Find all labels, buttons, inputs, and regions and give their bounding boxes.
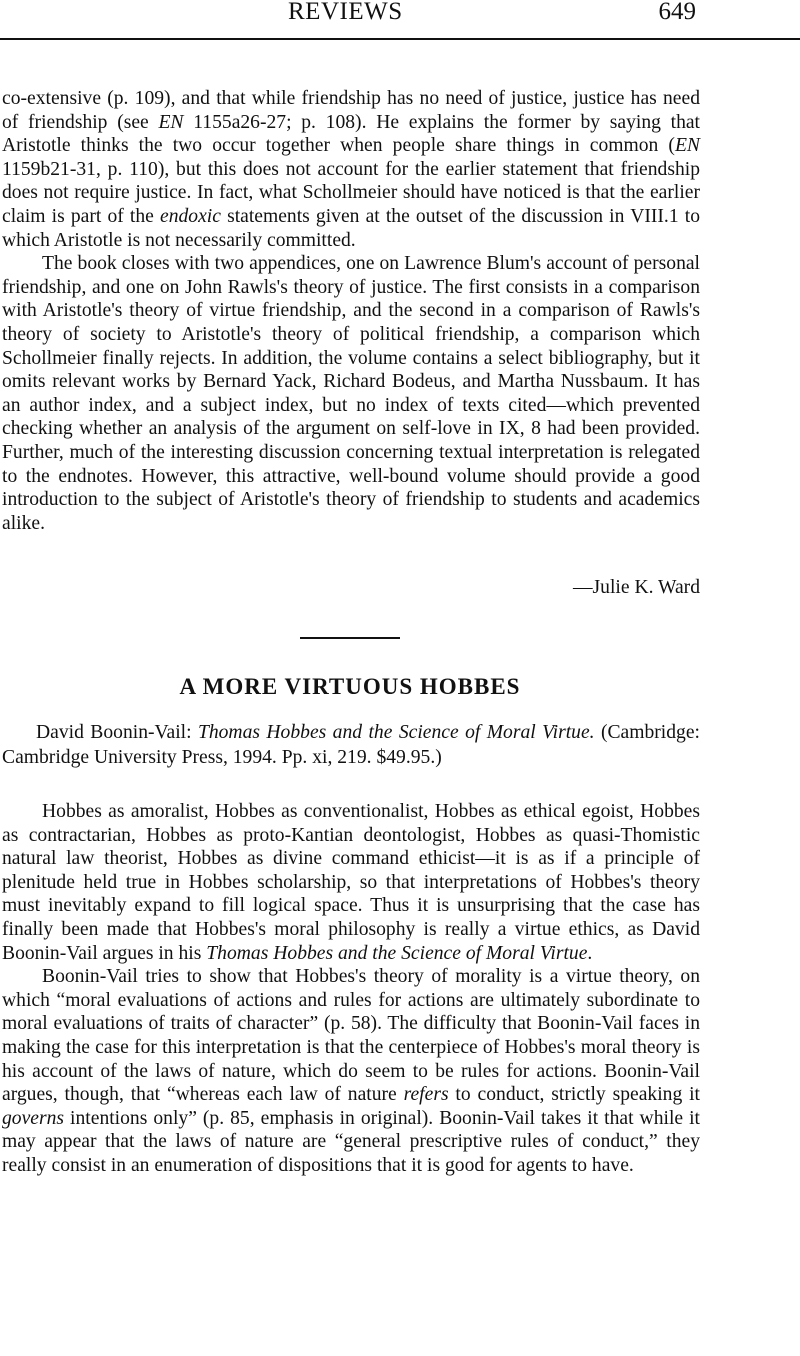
paragraph: co-extensive (p. 109), and that while friendship has no need of justice, justice has need of friendship (see EN 1155a26-27; p. 108). He explains the former by saying that Aristotle thinks the two occur together when people share things in common (EN 1159b21-31, p. 110), but this does not account for the earlier statement that friendship does not require justice. In fact, what Schollmeier should have noticed is that the earlier claim is part of the endoxic statements given at the outset of the discussion in VIII.1 to which Aristotle is not necessarily committed. [2, 88, 701, 251]
section-divider [300, 637, 400, 639]
running-header [0, 0, 800, 32]
paragraph: Hobbes as amoralist, Hobbes as conventionalist, Hobbes as ethical egoist, Hobbes as contractarian, Hobbes as proto-Kantian deontologist, Hobbes as quasi-Thomistic natural law theorist, Hobbes as divine command ethicist—it is as if a principle of plenitude held true in Hobbes scholarship, so that interpretations of Hobbes's theory must inevitably expand to fill logical space. Thus it is unsurprising that the case has finally been made that Hobbes's moral philosophy is really a virtue ethics, as David Boonin-Vail argues in his Thomas Hobbes and the Science of Moral Virtue. [2, 801, 700, 964]
header-rule [0, 38, 800, 40]
reviewer-signature: —Julie K. Ward [572, 577, 700, 598]
running-title: REVIEWS [288, 0, 403, 25]
review-body [2, 800, 700, 1178]
paragraph: Boonin-Vail tries to show that Hobbes's theory of morality is a virtue theory, on which “moral evaluations of actions and rules for actions are ultimately subordinate to moral evaluations of traits of character” (p. 58). The difficulty that Boonin-Vail faces in making the case for this interpretation is that the centerpiece of Hobbes's moral theory is his account of the laws of nature, which do seem to be rules for actions. Boonin-Vail argues, though, that “whereas each law of nature refers to conduct, strictly speaking it governs intentions only” (p. 85, emphasis in original). Boonin-Vail takes it that while it may appear that the laws of nature are “general prescriptive rules of conduct,” they really consist in an enumeration of dispositions that it is good for agents to have. [2, 966, 700, 1176]
review-title: A MORE VIRTUOUS HOBBES [179, 674, 521, 699]
review-continuation [2, 87, 700, 535]
book-citation: David Boonin-Vail: Thomas Hobbes and the Science of Moral Virtue. (Cambridge: Cambridge University Press, 1994. Pp. xi, 219. $49.95.) [2, 722, 700, 768]
paragraph: The book closes with two appendices, one on Lawrence Blum's account of personal friendship, and one on John Rawls's theory of justice. The first consists in a comparison with Aristotle's theory of virtue friendship, and the second in a comparison of Rawls's theory of society to Aristotle's theory of political friendship, a comparison which Schollmeier finally rejects. In addition, the volume contains a select bibliography, but it omits relevant works by Bernard Yack, Richard Bodeus, and Martha Nussbaum. It has an author index, and a subject index, but no index of texts cited—which prevented checking whether an analysis of the argument on self-love in IX, 8 had been provided. Further, much of the interesting discussion concerning textual interpretation is relegated to the endnotes. However, this attractive, well-bound volume should provide a good introduction to the subject of Aristotle's theory of friendship to students and academics alike. [2, 253, 700, 534]
page-number: 649 [658, 0, 696, 25]
